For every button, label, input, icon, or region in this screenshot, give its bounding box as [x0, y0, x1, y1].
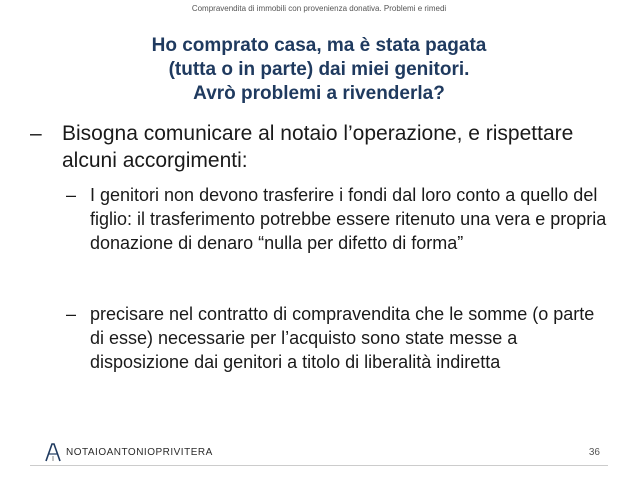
- main-bullet-text: Bisogna comunicare al notaio l’operazione, e rispettare alcuni accorgimenti:: [62, 122, 574, 172]
- title-line-3: Avrò problemi a rivenderla?: [193, 83, 445, 104]
- sub-bullet-text: I genitori non devono trasferire i fondi dal loro conto a quello del figlio: il trasferimento potrebbe essere ritenuto una vera e propria donazione di denaro “nulla per difetto di forma”: [90, 185, 607, 253]
- notary-logo-icon: [44, 442, 62, 462]
- page-number: 36: [588, 447, 600, 458]
- logo-text: NOTAIOANTONIOPRIVITERA: [66, 446, 213, 458]
- main-bullet: [30, 120, 610, 174]
- sub-bullet-marker: –: [66, 304, 77, 324]
- sub-bullet: [66, 302, 612, 374]
- slide-title: [0, 34, 638, 106]
- title-line-2: (tutta o in parte) dai miei genitori.: [168, 59, 470, 80]
- footer-divider: [30, 465, 608, 466]
- sub-bullet-text: precisare nel contratto di compravendita che le somme (o parte di esse) necessarie per l’acquisto sono state messe a disposizione dai genitori a titolo di liberalità indiretta: [90, 304, 595, 372]
- main-bullet-marker: –: [30, 122, 42, 145]
- title-line-1: Ho comprato casa, ma è stata pagata: [151, 35, 487, 56]
- footer-logo: [44, 442, 213, 462]
- sub-bullet: [66, 183, 612, 255]
- sub-bullet-marker: –: [66, 185, 77, 205]
- header-caption: Compravendita di immobili con provenienza donativa. Problemi e rimedi: [191, 4, 447, 13]
